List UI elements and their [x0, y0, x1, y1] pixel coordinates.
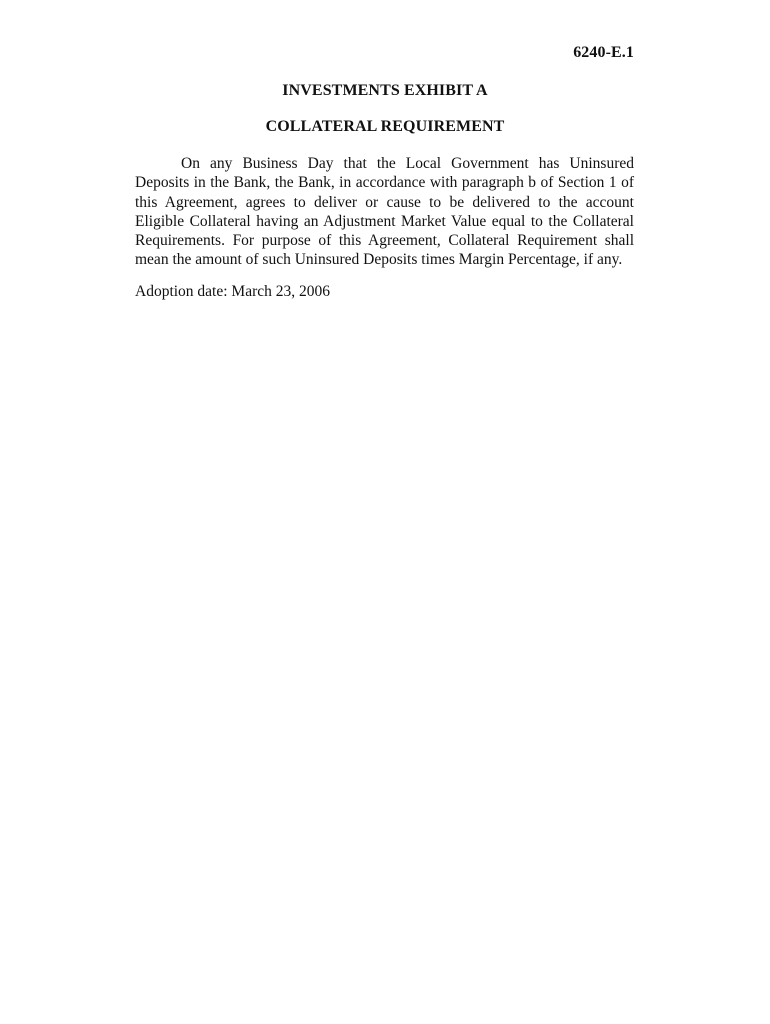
collateral-requirement-paragraph: On any Business Day that the Local Government has Uninsured Deposits in the Bank, the Bank, in accordance with paragraph b of Section 1 of this Agreement, agrees to deliver or cause to be delivered to the account Eligible Collateral having an Adjustment Market Value equal to the Collateral Requirements. For purpose of this Agreement, Collateral Requirement shall mean the amount of such Uninsured Deposits times Margin Percentage, if any.: [135, 155, 634, 269]
document-title: INVESTMENTS EXHIBIT A: [282, 82, 488, 99]
adoption-date: Adoption date: March 23, 2006: [135, 283, 331, 300]
policy-number: 6240-E.1: [573, 44, 634, 61]
document-subtitle: COLLATERAL REQUIREMENT: [265, 118, 505, 135]
